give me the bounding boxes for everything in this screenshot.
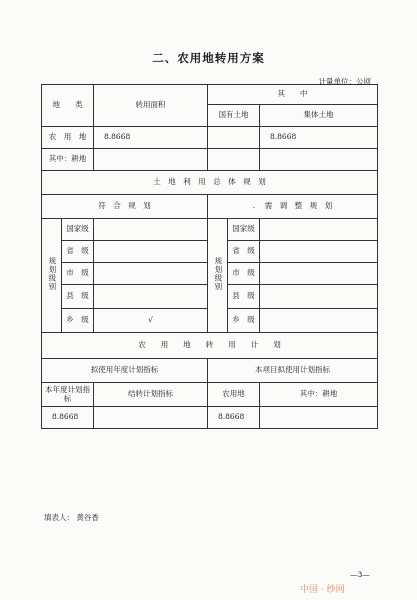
check-mark-icon: √	[94, 309, 208, 333]
farm-land-value: 8.8668	[208, 407, 260, 429]
farm-land-area: 8.8668	[94, 127, 208, 149]
area-header: 转用面积	[94, 85, 208, 127]
cultivated-area	[94, 149, 208, 171]
plan-level-label-right: 规划级别	[208, 219, 228, 333]
level-city-right: 市 级	[228, 263, 260, 285]
level-province-left-value	[94, 241, 208, 263]
watermark: 中国 · 纱网	[300, 585, 345, 595]
cultivated-state-owned	[208, 149, 260, 171]
farm-land-collective: 8.8668	[260, 127, 378, 149]
level-county-right-value	[260, 285, 378, 309]
level-province-right-value	[260, 241, 378, 263]
level-national-left-value	[94, 219, 208, 241]
level-township-right-value	[260, 309, 378, 333]
farm-land-label: 农 用 地	[42, 127, 94, 149]
farm-land-state-owned	[208, 127, 260, 149]
land-use-plan-title: 土 地 利 用 总 体 规 划	[42, 171, 378, 195]
page-title: 二、农用地转用方案	[152, 51, 265, 65]
cultivated-label: 其中：耕地	[42, 149, 94, 171]
conversion-plan-title: 农 用 地 转 用 计 划	[42, 333, 378, 359]
adjust-plan-label: 需 调 整 规 划	[264, 201, 333, 211]
project-indicator-header: 本项目拟使用计划指标	[208, 359, 378, 383]
level-county-right: 县 级	[228, 285, 260, 309]
adjust-dot: .	[252, 201, 256, 211]
conversion-plan-table	[41, 84, 378, 429]
level-county-left: 县 级	[62, 285, 94, 309]
level-city-left: 市 级	[62, 263, 94, 285]
level-city-right-value	[260, 263, 378, 285]
collective-header: 集体土地	[260, 105, 378, 127]
annual-plan-header: 本年度计划指标	[42, 383, 94, 407]
page-number: —3—	[350, 570, 370, 579]
land-type-header: 地 类	[42, 85, 94, 127]
level-province-right: 省 级	[228, 241, 260, 263]
farm-land-header: 农用地	[208, 383, 260, 407]
cultivated-header: 其中：耕地	[260, 383, 378, 407]
of-which-header: 其 中	[208, 85, 378, 105]
carryover-header: 结转计划指标	[94, 383, 208, 407]
level-national-left: 国家级	[62, 219, 94, 241]
level-province-left: 省 级	[62, 241, 94, 263]
annual-plan-value: 8.8668	[42, 407, 94, 429]
level-national-right: 国家级	[228, 219, 260, 241]
cultivated-collective	[260, 149, 378, 171]
plan-level-label-left: 规划级别	[42, 219, 62, 333]
unit-label: 计量单位：公顷	[318, 77, 371, 86]
level-national-right-value	[260, 219, 378, 241]
adjust-plan-header	[208, 195, 378, 219]
conform-plan-header: 符 合 规 划	[42, 195, 208, 219]
cultivated-value	[260, 407, 378, 429]
level-township-right: 乡 级	[228, 309, 260, 333]
filler-label: 填表人： 黄谷香	[44, 513, 99, 522]
state-owned-header: 国有土地	[208, 105, 260, 127]
level-county-left-value	[94, 285, 208, 309]
planned-indicator-header: 拟使用年度计划指标	[42, 359, 208, 383]
level-township-left: 乡 级	[62, 309, 94, 333]
level-city-left-value	[94, 263, 208, 285]
carryover-value	[94, 407, 208, 429]
